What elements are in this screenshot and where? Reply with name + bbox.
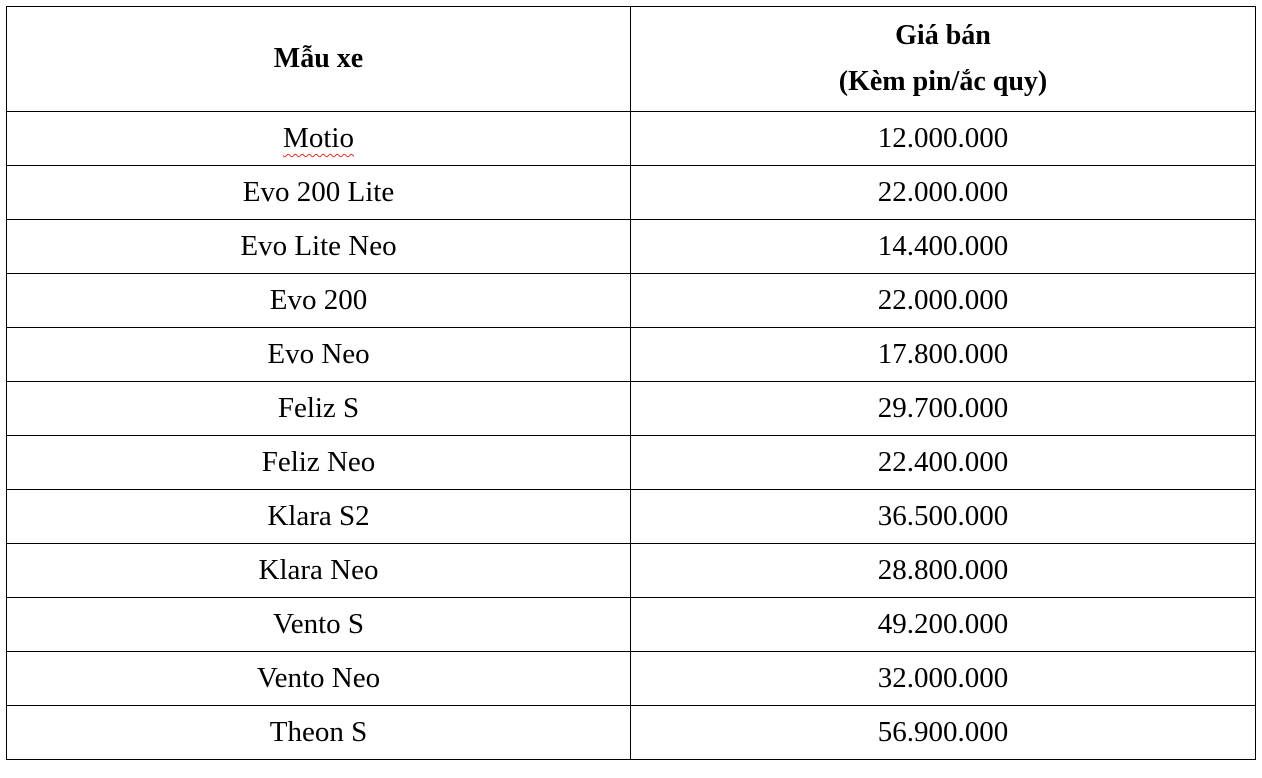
table-row (7, 544, 1256, 598)
model-cell[interactable] (7, 382, 631, 436)
price-value: 49.200.000 (877, 608, 1009, 640)
table-row (7, 220, 1256, 274)
header-model[interactable] (7, 7, 631, 112)
price-cell[interactable] (631, 166, 1256, 220)
table-row (7, 382, 1256, 436)
price-value: 17.800.000 (877, 338, 1009, 370)
price-table (6, 6, 1256, 760)
price-value: 29.700.000 (877, 392, 1009, 424)
model-cell[interactable] (7, 490, 631, 544)
model-name: Klara S2 (267, 500, 370, 532)
header-model-label: Mẫu xe (273, 43, 364, 74)
table-row (7, 166, 1256, 220)
price-value: 22.000.000 (877, 284, 1009, 316)
model-name: Vento S (272, 608, 365, 640)
model-cell[interactable] (7, 328, 631, 382)
price-cell[interactable] (631, 490, 1256, 544)
model-name: Klara Neo (258, 554, 379, 586)
table-row (7, 274, 1256, 328)
price-cell[interactable] (631, 112, 1256, 166)
price-cell[interactable] (631, 328, 1256, 382)
table-row (7, 652, 1256, 706)
price-value: 12.000.000 (877, 122, 1009, 154)
model-name: Evo 200 (269, 284, 368, 316)
price-value: 56.900.000 (877, 716, 1009, 748)
model-cell[interactable] (7, 436, 631, 490)
price-cell[interactable] (631, 598, 1256, 652)
model-name: Evo 200 Lite (242, 176, 395, 208)
table-row (7, 112, 1256, 166)
model-name: Evo Neo (267, 338, 370, 370)
model-cell[interactable] (7, 112, 631, 166)
price-cell[interactable] (631, 274, 1256, 328)
table-row (7, 598, 1256, 652)
model-name: Evo Lite Neo (240, 230, 397, 262)
model-cell[interactable] (7, 706, 631, 760)
price-value: 36.500.000 (877, 500, 1009, 532)
price-cell[interactable] (631, 436, 1256, 490)
model-name: Theon S (269, 716, 368, 748)
model-name: Vento Neo (256, 662, 381, 694)
model-cell[interactable] (7, 652, 631, 706)
model-cell[interactable] (7, 166, 631, 220)
price-cell[interactable] (631, 220, 1256, 274)
header-price[interactable] (631, 7, 1256, 112)
model-cell[interactable] (7, 598, 631, 652)
table-header-row (7, 7, 1256, 112)
price-value: 22.400.000 (877, 446, 1009, 478)
model-cell[interactable] (7, 220, 631, 274)
price-value: 32.000.000 (877, 662, 1009, 694)
price-cell[interactable] (631, 652, 1256, 706)
table-row (7, 490, 1256, 544)
model-name: Feliz S (277, 392, 360, 424)
price-cell[interactable] (631, 706, 1256, 760)
model-cell[interactable] (7, 544, 631, 598)
table-row (7, 706, 1256, 760)
price-value: 14.400.000 (877, 230, 1009, 262)
model-name: Motio (283, 122, 354, 154)
model-cell[interactable] (7, 274, 631, 328)
table-row (7, 436, 1256, 490)
document-page (6, 6, 1256, 760)
header-price-line2: (Kèm pin/ắc quy) (838, 66, 1048, 97)
header-price-line1: Giá bán (895, 20, 991, 51)
price-value: 22.000.000 (877, 176, 1009, 208)
price-value: 28.800.000 (877, 554, 1009, 586)
price-cell[interactable] (631, 544, 1256, 598)
price-cell[interactable] (631, 382, 1256, 436)
table-row (7, 328, 1256, 382)
model-name: Feliz Neo (261, 446, 376, 478)
